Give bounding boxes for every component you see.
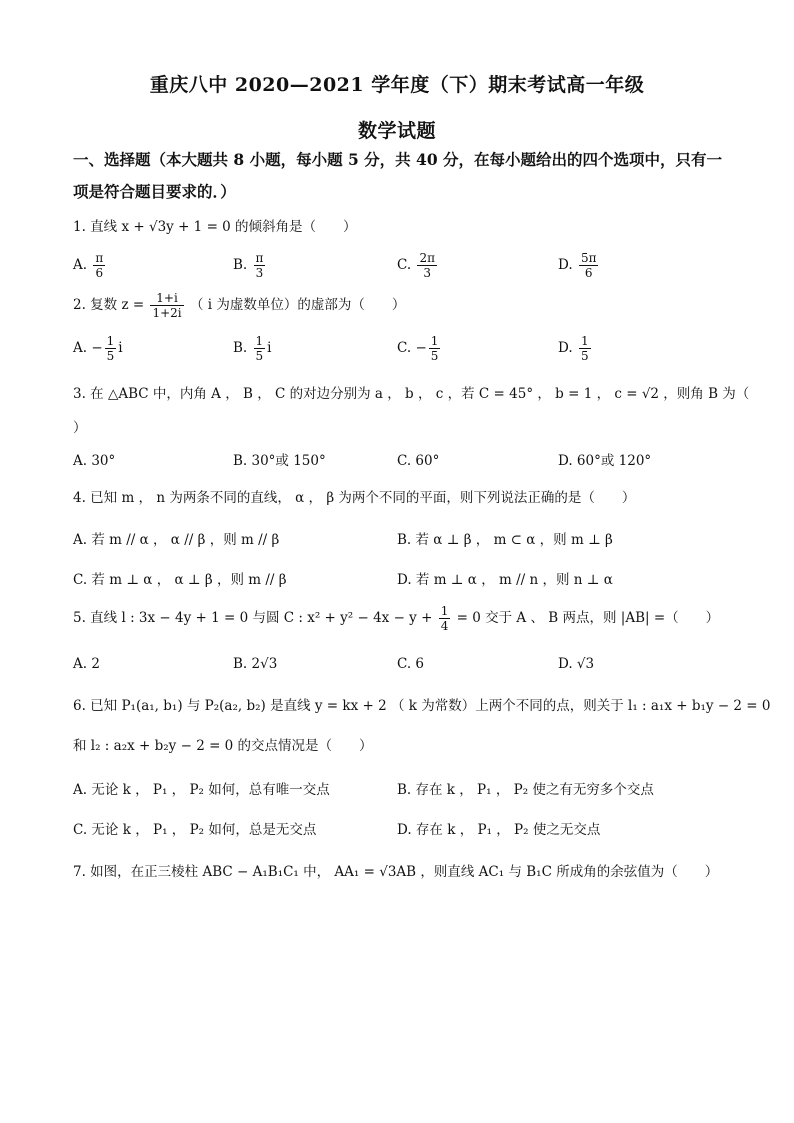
fraction [417,252,437,279]
question-1-stem: 1. 直线 x + √3y + 1 = 0 的倾斜角是（ ） [73,219,357,235]
fraction [105,335,117,362]
denominator: 5 [430,349,439,363]
fraction [579,335,591,362]
fraction [579,252,599,279]
stem-suffix: （ i 为虚数单位）的虚部为（ ） [189,297,406,313]
denominator: 5 [255,349,264,363]
fraction [429,335,441,362]
numerator: 1 [106,334,115,348]
q1-option-a [73,252,107,279]
question-2-stem [73,292,405,319]
q1-option-b [233,252,267,279]
q5-option-d: D. √3 [558,656,595,672]
numerator: 2π [419,251,435,265]
question-3-stem-line2: ） [73,420,87,436]
q2-option-a [73,335,123,362]
imaginary-unit: i [118,340,123,356]
q5-option-c: C. 6 [397,656,425,672]
numerator: π [255,251,264,265]
section-heading-line1: 一、选择题（本大题共 8 小题，每小题 5 分，共 40 分，在每小题给出的四个选项中，只有一 [73,150,723,169]
numerator: 1 [255,334,264,348]
q2-option-b [233,335,271,362]
denominator: 6 [584,266,593,280]
q5-option-a: A. 2 [73,656,100,672]
fraction [150,292,183,319]
fraction [439,605,451,632]
numerator: 1 [440,604,449,618]
q3-option-c: C. 60° [397,453,440,469]
q3-option-a: A. 30° [73,453,116,469]
q4-option-c: C. 若 m ⊥ α ， α ⊥ β ，则 m // β [73,572,287,588]
denominator: 5 [106,349,115,363]
fraction [254,335,266,362]
sign: − [415,340,427,356]
stem-suffix: = 0 交于 A 、 B 两点，则 |AB| =（ ） [456,610,720,626]
q6-option-a: A. 无论 k ， P₁ ， P₂ 如何，总有唯一交点 [73,782,330,798]
q3-option-b: B. 30°或 150° [233,453,326,469]
option-label: D. [558,340,573,356]
denominator: 3 [423,266,432,280]
option-label: A. [73,340,88,356]
option-label: B. [233,340,248,356]
imaginary-unit: i [267,340,272,356]
stem-prefix: 2. 复数 z = [73,297,145,313]
numerator: 5π [580,251,597,265]
q4-option-a: A. 若 m // α ， α // β ，则 m // β [73,532,280,548]
denominator: 1+2i [152,306,182,320]
question-6-stem-line1: 6. 已知 P₁(a₁, b₁) 与 P₂(a₂, b₂) 是直线 y = kx + 2 （ k 为常数）上两个不同的点，则关于 l₁ : a₁x + b₁y − 2 = 0 [73,698,771,714]
numerator: 1 [430,334,439,348]
numerator: 1 [580,334,589,348]
exam-title: 重庆八中 2020—2021 学年度（下）期末考试高一年级 [149,74,645,96]
numerator: 1+i [150,292,183,306]
option-label: C. [397,257,412,273]
exam-subtitle: 数学试题 [357,120,436,142]
q2-option-c [397,335,442,362]
q3-option-d: D. 60°或 120° [558,453,652,469]
sign: − [91,340,103,356]
stem-prefix: 5. 直线 l : 3x − 4y + 1 = 0 与圆 C : x² + y² − 4x − y + [73,610,433,626]
fraction [254,252,266,279]
q6-option-d: D. 存在 k ， P₁ ， P₂ 使之无交点 [397,822,601,838]
numerator: π [95,251,104,265]
q2-option-d [558,335,593,362]
denominator: 5 [580,349,589,363]
question-7-stem: 7. 如图，在正三棱柱 ABC − A₁B₁C₁ 中， AA₁ = √3AB ，则直线 AC₁ 与 B₁C 所成角的余弦值为（ ） [73,864,719,880]
option-label: A. [73,257,88,273]
section-heading-line2: 项是符合题目要求的．） [73,182,236,201]
denominator: 6 [95,266,104,280]
q1-option-d [558,252,600,279]
question-4-stem: 4. 已知 m ， n 为两条不同的直线， α ， β 为两个不同的平面，则下列说法正确的是（ ） [73,490,636,506]
q6-option-c: C. 无论 k ， P₁ ， P₂ 如何，总是无交点 [73,822,317,838]
question-5-stem [73,605,719,632]
q4-option-b: B. 若 α ⊥ β ， m ⊂ α ，则 m ⊥ β [397,532,613,548]
question-6-stem-line2: 和 l₂ : a₂x + b₂y − 2 = 0 的交点情况是（ ） [73,738,373,754]
q5-option-b: B. 2√3 [233,656,278,672]
fraction [93,252,105,279]
denominator: 3 [255,266,264,280]
q6-option-b: B. 存在 k ， P₁ ， P₂ 使之有无穷多个交点 [397,782,654,798]
q4-option-d: D. 若 m ⊥ α ， m // n ，则 n ⊥ α [397,572,613,588]
option-label: D. [558,257,573,273]
option-label: C. [397,340,412,356]
option-label: B. [233,257,248,273]
q1-option-c [397,252,439,279]
question-3-stem-line1: 3. 在 △ABC 中，内角 A ， B ， C 的对边分别为 a ， b ， c ，若 C = 45° ， b = 1 ， c = √2 ，则角 B 为（ [73,386,750,402]
denominator: 4 [440,619,449,633]
